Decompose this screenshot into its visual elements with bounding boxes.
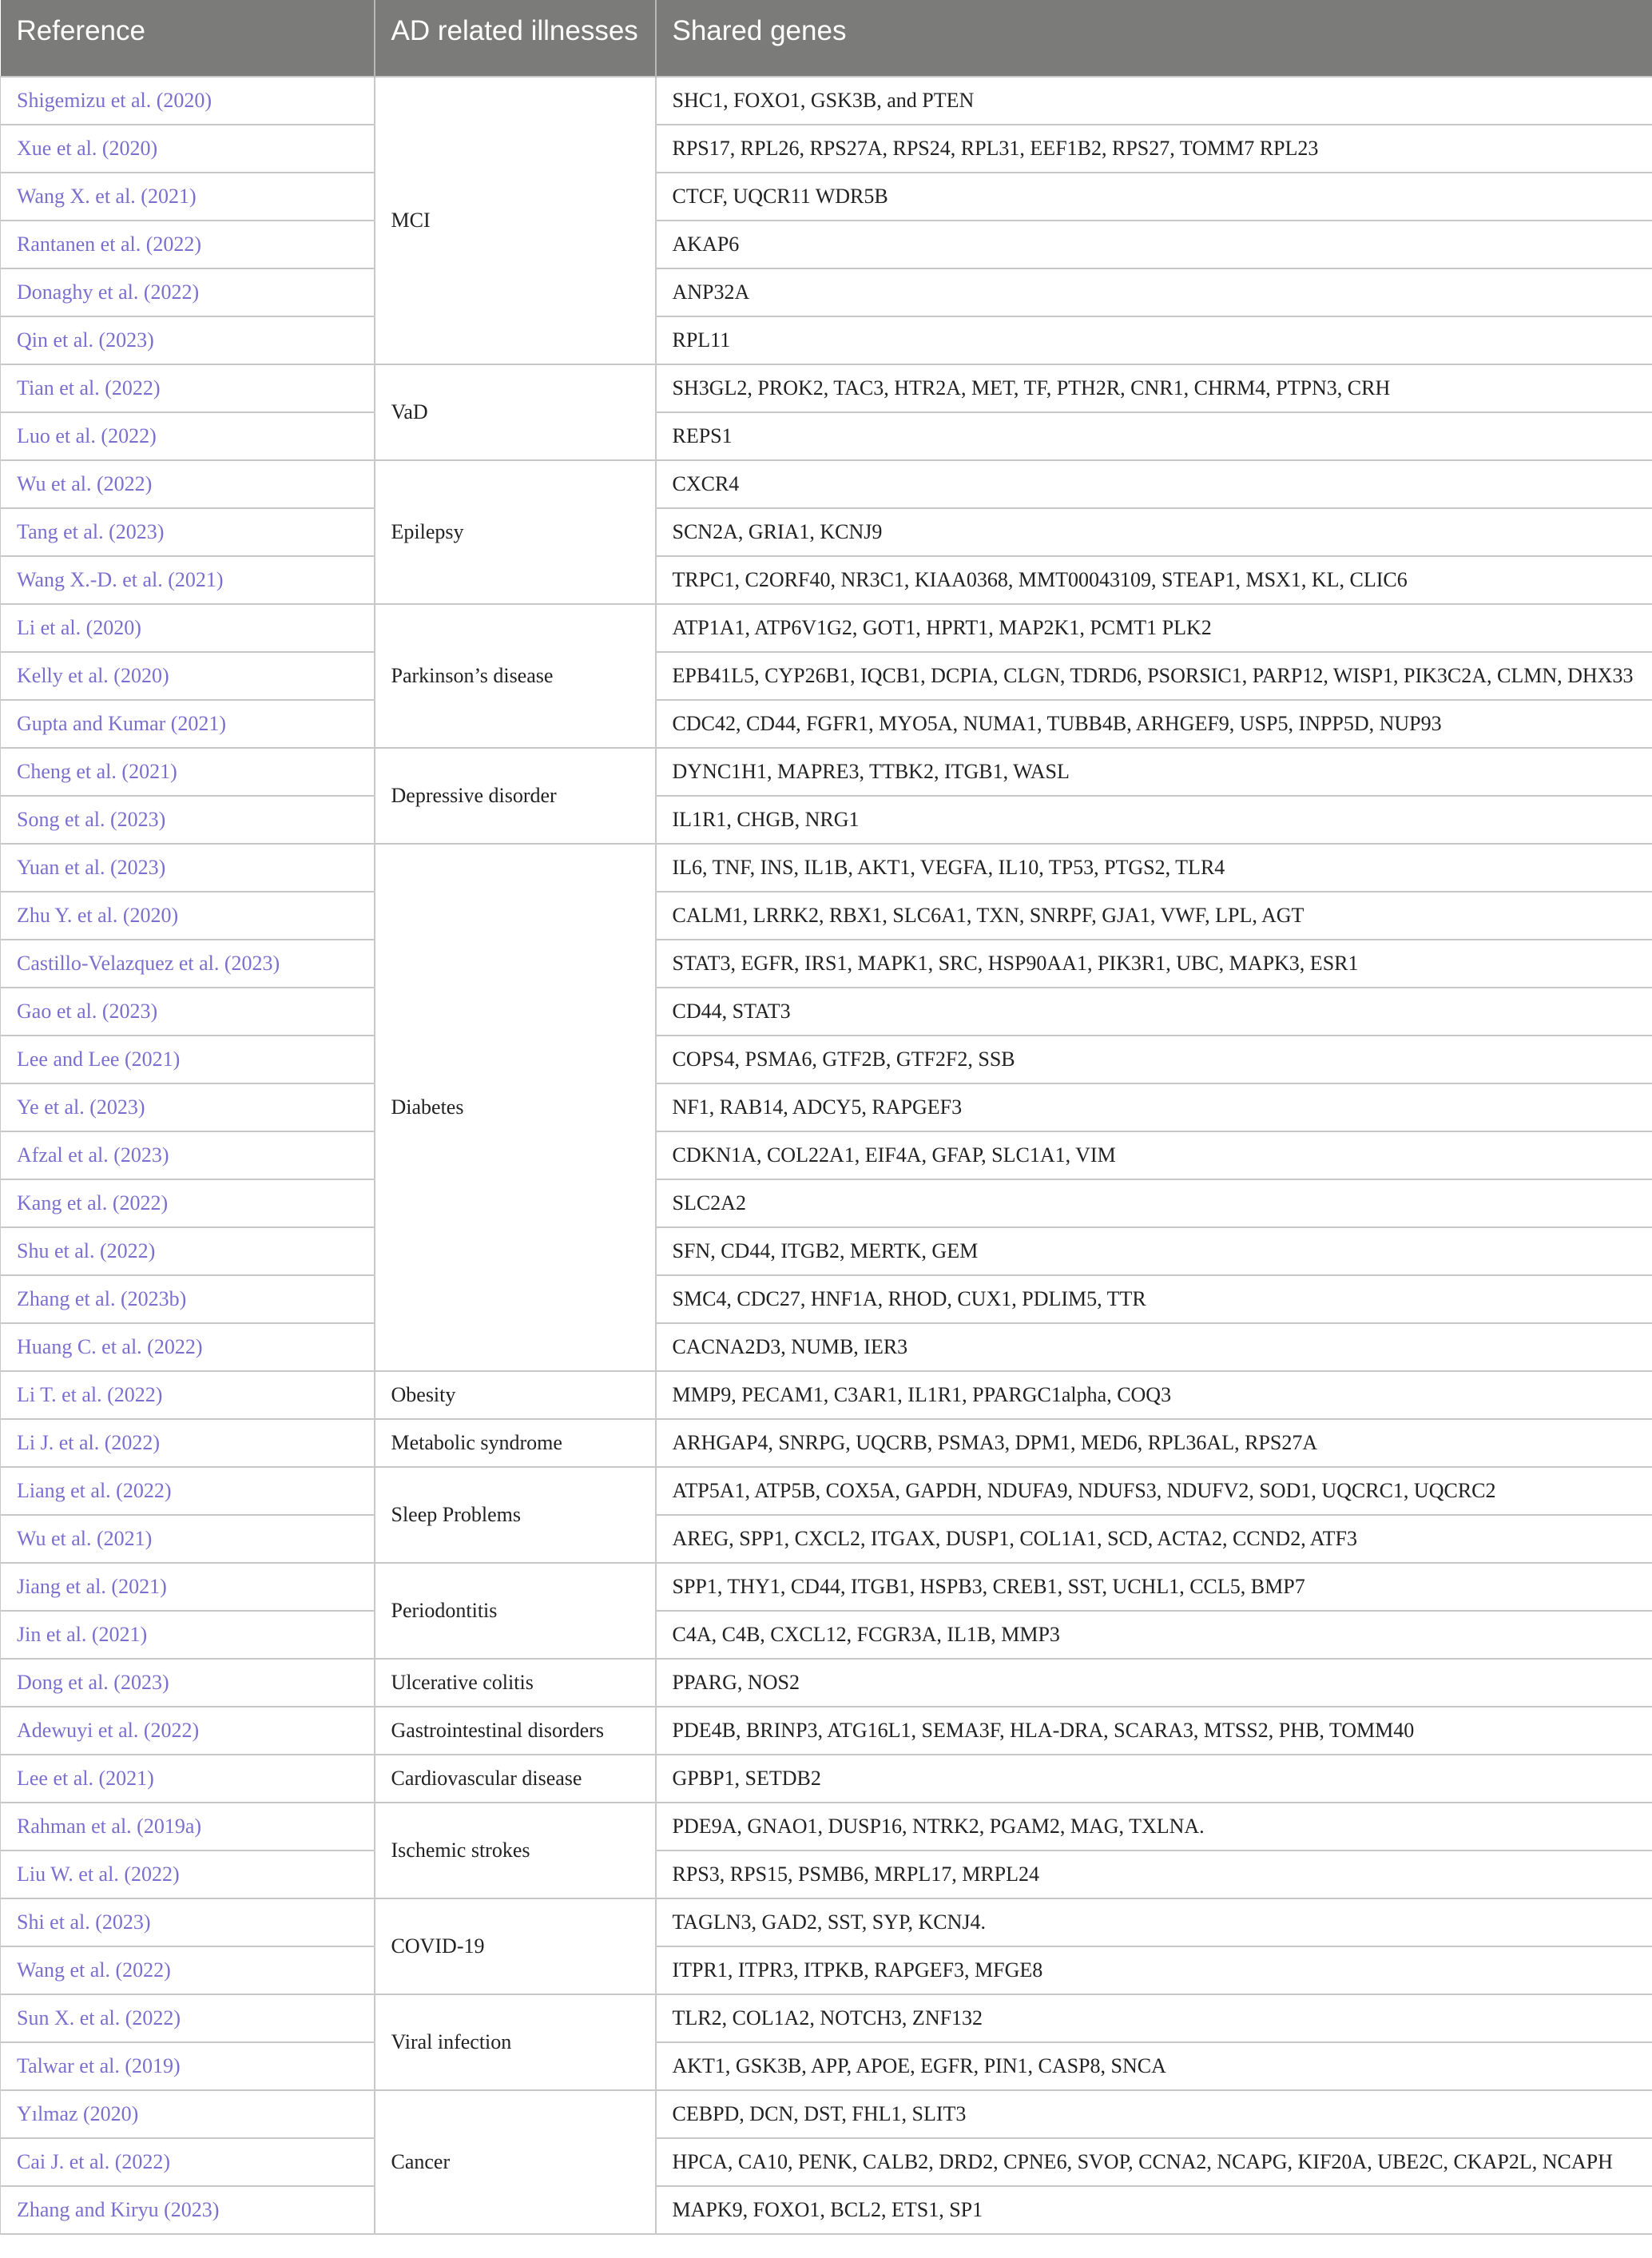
illness-cell: Cardiovascular disease xyxy=(375,1755,656,1803)
illness-cell: Periodontitis xyxy=(375,1563,656,1659)
reference-link[interactable]: Lee et al. (2021) xyxy=(1,1755,375,1803)
table-row xyxy=(1,1083,1652,1131)
header-reference: Reference xyxy=(1,0,375,77)
shared-genes-cell: HPCA, CA10, PENK, CALB2, DRD2, CPNE6, SVOP, CCNA2, NCAPG, KIF20A, UBE2C, CKAP2L, NCAPH xyxy=(656,2138,1652,2186)
shared-genes-cell: SLC2A2 xyxy=(656,1179,1652,1227)
reference-link[interactable]: Gao et al. (2023) xyxy=(1,988,375,1036)
reference-link[interactable]: Cai J. et al. (2022) xyxy=(1,2138,375,2186)
shared-genes-cell: TLR2, COL1A2, NOTCH3, ZNF132 xyxy=(656,1994,1652,2042)
illness-cell: Ulcerative colitis xyxy=(375,1659,656,1707)
shared-genes-cell: PPARG, NOS2 xyxy=(656,1659,1652,1707)
shared-genes-cell: RPS3, RPS15, PSMB6, MRPL17, MRPL24 xyxy=(656,1851,1652,1898)
table-row xyxy=(1,1131,1652,1179)
shared-genes-cell: RPL11 xyxy=(656,316,1652,364)
reference-link[interactable]: Tian et al. (2022) xyxy=(1,364,375,412)
table-row xyxy=(1,1371,1652,1419)
table-row xyxy=(1,1803,1652,1851)
shared-genes-cell: MAPK9, FOXO1, BCL2, ETS1, SP1 xyxy=(656,2186,1652,2234)
reference-link[interactable]: Shi et al. (2023) xyxy=(1,1898,375,1946)
table-row xyxy=(1,1227,1652,1275)
shared-genes-cell: PDE4B, BRINP3, ATG16L1, SEMA3F, HLA-DRA, SCARA3, MTSS2, PHB, TOMM40 xyxy=(656,1707,1652,1755)
table-row xyxy=(1,604,1652,652)
table-row xyxy=(1,125,1652,173)
table-row xyxy=(1,1275,1652,1323)
shared-genes-cell: COPS4, PSMA6, GTF2B, GTF2F2, SSB xyxy=(656,1036,1652,1083)
table-row xyxy=(1,1994,1652,2042)
table-row xyxy=(1,1036,1652,1083)
shared-genes-cell: AKT1, GSK3B, APP, APOE, EGFR, PIN1, CASP8, SNCA xyxy=(656,2042,1652,2090)
table-row xyxy=(1,412,1652,460)
shared-genes-cell: AREG, SPP1, CXCL2, ITGAX, DUSP1, COL1A1, SCD, ACTA2, CCND2, ATF3 xyxy=(656,1515,1652,1563)
table-row xyxy=(1,1898,1652,1946)
shared-genes-cell: TAGLN3, GAD2, SST, SYP, KCNJ4. xyxy=(656,1898,1652,1946)
table-row xyxy=(1,796,1652,844)
shared-genes-cell: GPBP1, SETDB2 xyxy=(656,1755,1652,1803)
reference-link[interactable]: Ye et al. (2023) xyxy=(1,1083,375,1131)
reference-link[interactable]: Talwar et al. (2019) xyxy=(1,2042,375,2090)
shared-genes-cell: REPS1 xyxy=(656,412,1652,460)
table-row xyxy=(1,364,1652,412)
shared-genes-cell: CACNA2D3, NUMB, IER3 xyxy=(656,1323,1652,1371)
reference-link[interactable]: Wang X.-D. et al. (2021) xyxy=(1,556,375,604)
shared-genes-cell: SFN, CD44, ITGB2, MERTK, GEM xyxy=(656,1227,1652,1275)
shared-genes-cell: SH3GL2, PROK2, TAC3, HTR2A, MET, TF, PTH2R, CNR1, CHRM4, PTPN3, CRH xyxy=(656,364,1652,412)
shared-genes-cell: CDC42, CD44, FGFR1, MYO5A, NUMA1, TUBB4B, ARHGEF9, USP5, INPP5D, NUP93 xyxy=(656,700,1652,748)
table-row xyxy=(1,77,1652,125)
reference-link[interactable]: Rantanen et al. (2022) xyxy=(1,221,375,268)
header-shared-genes: Shared genes xyxy=(656,0,1652,77)
table-row xyxy=(1,2138,1652,2186)
reference-link[interactable]: Wu et al. (2021) xyxy=(1,1515,375,1563)
shared-genes-cell: CXCR4 xyxy=(656,460,1652,508)
reference-link[interactable]: Li T. et al. (2022) xyxy=(1,1371,375,1419)
shared-genes-cell: DYNC1H1, MAPRE3, TTBK2, ITGB1, WASL xyxy=(656,748,1652,796)
shared-genes-cell: CD44, STAT3 xyxy=(656,988,1652,1036)
table-row xyxy=(1,316,1652,364)
table-row xyxy=(1,748,1652,796)
table-row xyxy=(1,508,1652,556)
illness-cell: Cancer xyxy=(375,2090,656,2234)
table-header xyxy=(1,0,1652,77)
illness-cell: Viral infection xyxy=(375,1994,656,2090)
table-row xyxy=(1,221,1652,268)
table-row xyxy=(1,1515,1652,1563)
table-row xyxy=(1,460,1652,508)
table-row xyxy=(1,2186,1652,2234)
table-row xyxy=(1,1707,1652,1755)
reference-link[interactable]: Wang et al. (2022) xyxy=(1,1946,375,1994)
reference-link[interactable]: Shu et al. (2022) xyxy=(1,1227,375,1275)
table-row xyxy=(1,268,1652,316)
table-row xyxy=(1,1755,1652,1803)
reference-link[interactable]: Dong et al. (2023) xyxy=(1,1659,375,1707)
reference-link[interactable]: Li et al. (2020) xyxy=(1,604,375,652)
table-row xyxy=(1,1851,1652,1898)
table-row xyxy=(1,173,1652,221)
reference-link[interactable]: Li J. et al. (2022) xyxy=(1,1419,375,1467)
shared-genes-cell: AKAP6 xyxy=(656,221,1652,268)
reference-link[interactable]: Yuan et al. (2023) xyxy=(1,844,375,892)
reference-link[interactable]: Liang et al. (2022) xyxy=(1,1467,375,1515)
reference-link[interactable]: Zhang et al. (2023b) xyxy=(1,1275,375,1323)
shared-genes-cell: SHC1, FOXO1, GSK3B, and PTEN xyxy=(656,77,1652,125)
illness-cell: Ischemic strokes xyxy=(375,1803,656,1898)
header-row xyxy=(1,0,1652,77)
illness-cell: COVID-19 xyxy=(375,1898,656,1994)
reference-link[interactable]: Gupta and Kumar (2021) xyxy=(1,700,375,748)
table-row xyxy=(1,700,1652,748)
reference-link[interactable]: Wu et al. (2022) xyxy=(1,460,375,508)
shared-genes-cell: NF1, RAB14, ADCY5, RAPGEF3 xyxy=(656,1083,1652,1131)
shared-genes-cell: CTCF, UQCR11 WDR5B xyxy=(656,173,1652,221)
shared-genes-cell: CEBPD, DCN, DST, FHL1, SLIT3 xyxy=(656,2090,1652,2138)
table-row xyxy=(1,1563,1652,1611)
table-row xyxy=(1,2042,1652,2090)
reference-link[interactable]: Liu W. et al. (2022) xyxy=(1,1851,375,1898)
table-row xyxy=(1,556,1652,604)
table-row xyxy=(1,2090,1652,2138)
reference-link[interactable]: Tang et al. (2023) xyxy=(1,508,375,556)
shared-genes-cell: PDE9A, GNAO1, DUSP16, NTRK2, PGAM2, MAG, TXLNA. xyxy=(656,1803,1652,1851)
shared-genes-cell: ARHGAP4, SNRPG, UQCRB, PSMA3, DPM1, MED6, RPL36AL, RPS27A xyxy=(656,1419,1652,1467)
table-row xyxy=(1,1946,1652,1994)
reference-link[interactable]: Song et al. (2023) xyxy=(1,796,375,844)
reference-link[interactable]: Luo et al. (2022) xyxy=(1,412,375,460)
shared-genes-cell: SMC4, CDC27, HNF1A, RHOD, CUX1, PDLIM5, TTR xyxy=(656,1275,1652,1323)
reference-link[interactable]: Huang C. et al. (2022) xyxy=(1,1323,375,1371)
reference-link[interactable]: Jiang et al. (2021) xyxy=(1,1563,375,1611)
shared-genes-cell: TRPC1, C2ORF40, NR3C1, KIAA0368, MMT00043109, STEAP1, MSX1, KL, CLIC6 xyxy=(656,556,1652,604)
illness-cell: Parkinson’s disease xyxy=(375,604,656,748)
reference-link[interactable]: Shigemizu et al. (2020) xyxy=(1,77,375,125)
shared-genes-cell: ATP1A1, ATP6V1G2, GOT1, HPRT1, MAP2K1, PCMT1 PLK2 xyxy=(656,604,1652,652)
table-row xyxy=(1,988,1652,1036)
shared-genes-cell: SCN2A, GRIA1, KCNJ9 xyxy=(656,508,1652,556)
reference-link[interactable]: Lee and Lee (2021) xyxy=(1,1036,375,1083)
shared-genes-cell: RPS17, RPL26, RPS27A, RPS24, RPL31, EEF1B2, RPS27, TOMM7 RPL23 xyxy=(656,125,1652,173)
table-row xyxy=(1,652,1652,700)
shared-genes-cell: C4A, C4B, CXCL12, FCGR3A, IL1B, MMP3 xyxy=(656,1611,1652,1659)
table-row xyxy=(1,1611,1652,1659)
reference-link[interactable]: Qin et al. (2023) xyxy=(1,316,375,364)
shared-genes-cell: ITPR1, ITPR3, ITPKB, RAPGEF3, MFGE8 xyxy=(656,1946,1652,1994)
shared-genes-cell: CALM1, LRRK2, RBX1, SLC6A1, TXN, SNRPF, GJA1, VWF, LPL, AGT xyxy=(656,892,1652,940)
reference-link[interactable]: Donaghy et al. (2022) xyxy=(1,268,375,316)
table-row xyxy=(1,892,1652,940)
table-row xyxy=(1,1467,1652,1515)
table-row xyxy=(1,940,1652,988)
shared-genes-cell: STAT3, EGFR, IRS1, MAPK1, SRC, HSP90AA1, PIK3R1, UBC, MAPK3, ESR1 xyxy=(656,940,1652,988)
reference-link[interactable]: Zhang and Kiryu (2023) xyxy=(1,2186,375,2234)
shared-genes-cell: IL1R1, CHGB, NRG1 xyxy=(656,796,1652,844)
table-row xyxy=(1,1659,1652,1707)
illness-cell: MCI xyxy=(375,77,656,364)
illness-cell: VaD xyxy=(375,364,656,460)
shared-genes-cell: MMP9, PECAM1, C3AR1, IL1R1, PPARGC1alpha, COQ3 xyxy=(656,1371,1652,1419)
shared-genes-cell: CDKN1A, COL22A1, EIF4A, GFAP, SLC1A1, VIM xyxy=(656,1131,1652,1179)
table-row xyxy=(1,844,1652,892)
header-illness: AD related illnesses xyxy=(375,0,656,77)
table-row xyxy=(1,1179,1652,1227)
reference-link[interactable]: Castillo-Velazquez et al. (2023) xyxy=(1,940,375,988)
shared-genes-cell: ANP32A xyxy=(656,268,1652,316)
reference-link[interactable]: Jin et al. (2021) xyxy=(1,1611,375,1659)
illness-cell: Gastrointestinal disorders xyxy=(375,1707,656,1755)
reference-link[interactable]: Afzal et al. (2023) xyxy=(1,1131,375,1179)
reference-link[interactable]: Kelly et al. (2020) xyxy=(1,652,375,700)
illness-cell: Sleep Problems xyxy=(375,1467,656,1563)
illness-cell: Metabolic syndrome xyxy=(375,1419,656,1467)
table-body xyxy=(1,77,1652,2234)
reference-link[interactable]: Rahman et al. (2019a) xyxy=(1,1803,375,1851)
reference-link[interactable]: Yılmaz (2020) xyxy=(1,2090,375,2138)
table-row xyxy=(1,1323,1652,1371)
illness-cell: Depressive disorder xyxy=(375,748,656,844)
illness-cell: Obesity xyxy=(375,1371,656,1419)
shared-genes-cell: IL6, TNF, INS, IL1B, AKT1, VEGFA, IL10, TP53, PTGS2, TLR4 xyxy=(656,844,1652,892)
reference-link[interactable]: Xue et al. (2020) xyxy=(1,125,375,173)
reference-link[interactable]: Kang et al. (2022) xyxy=(1,1179,375,1227)
reference-link[interactable]: Zhu Y. et al. (2020) xyxy=(1,892,375,940)
reference-link[interactable]: Adewuyi et al. (2022) xyxy=(1,1707,375,1755)
shared-genes-cell: EPB41L5, CYP26B1, IQCB1, DCPIA, CLGN, TDRD6, PSORSIC1, PARP12, WISP1, PIK3C2A, CLMN, DHX33 xyxy=(656,652,1652,700)
shared-genes-cell: ATP5A1, ATP5B, COX5A, GAPDH, NDUFA9, NDUFS3, NDUFV2, SOD1, UQCRC1, UQCRC2 xyxy=(656,1467,1652,1515)
reference-link[interactable]: Sun X. et al. (2022) xyxy=(1,1994,375,2042)
shared-genes-cell: SPP1, THY1, CD44, ITGB1, HSPB3, CREB1, SST, UCHL1, CCL5, BMP7 xyxy=(656,1563,1652,1611)
reference-link[interactable]: Cheng et al. (2021) xyxy=(1,748,375,796)
illness-cell: Diabetes xyxy=(375,844,656,1371)
table-row xyxy=(1,1419,1652,1467)
reference-link[interactable]: Wang X. et al. (2021) xyxy=(1,173,375,221)
illness-cell: Epilepsy xyxy=(375,460,656,604)
